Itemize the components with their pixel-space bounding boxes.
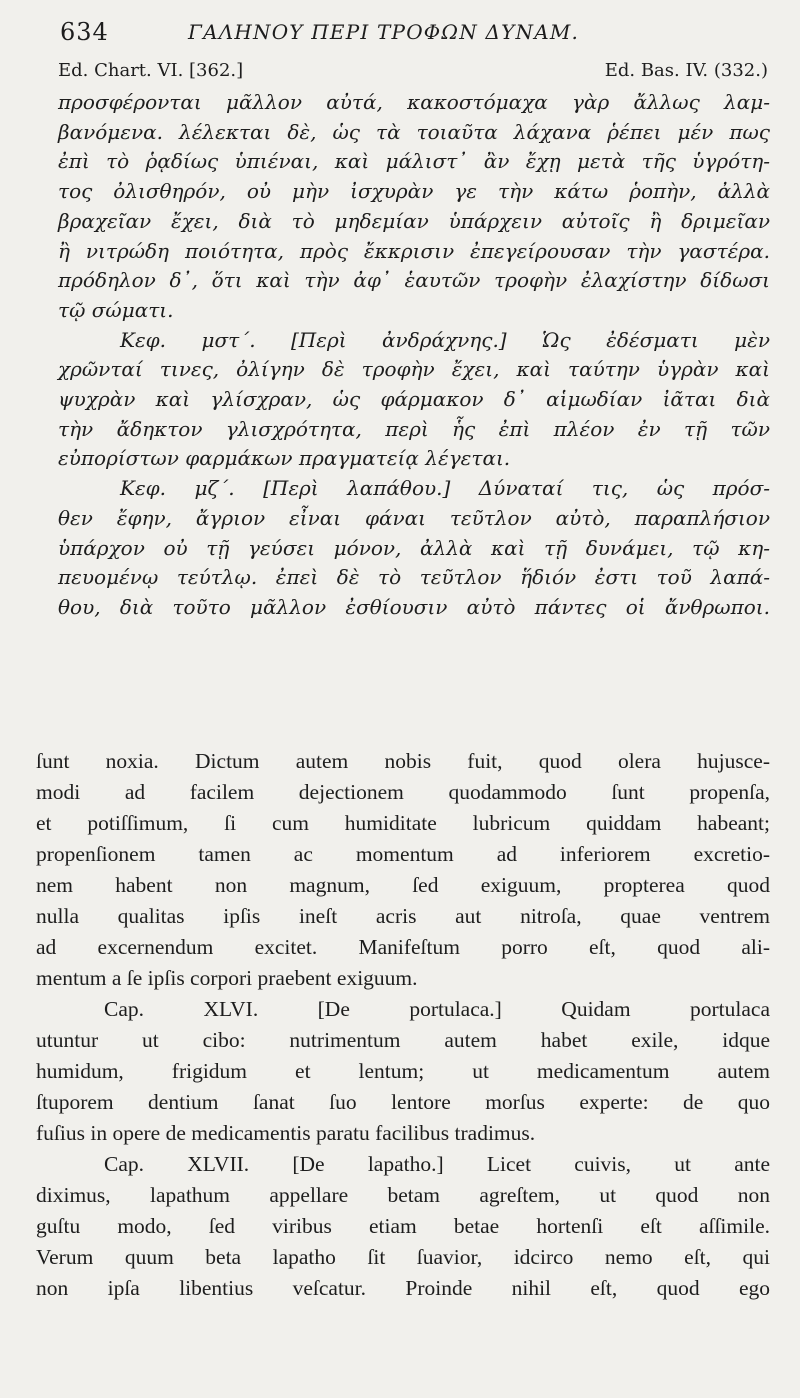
latin-line: nem habent non magnum, ſed exiguum, propterea quod (36, 873, 770, 897)
greek-chapter-47-heading: Κεφ. μζ΄. [Περὶ λαπάθου.] Δύναταί τις, ὡς πρόσ- (120, 476, 770, 501)
greek-text-block (58, 88, 770, 623)
greek-line: θεν ἔφην, ἄγριον εἶναι φάναι τεῦτλον αὐτὸ, παραπλήσιον (58, 505, 770, 530)
greek-line: πευομένῳ τεύτλῳ. ἐπεὶ δὲ τὸ τεῦτλον ἥδιόν ἐστι τοῦ λαπά- (58, 565, 770, 590)
latin-line: mentum a ſe ipſis corpori praebent exiguum. (36, 966, 418, 990)
greek-line: βραχεῖαν ἔχει, διὰ τὸ μηδεμίαν ὑπάρχειν αὐτοῖς ἢ δριμεῖαν (58, 208, 770, 233)
greek-line: χρῶνταί τινες, ὀλίγην δὲ τροφὴν ἔχει, καὶ ταύτην ὑγρὰν καὶ (58, 357, 770, 382)
greek-line: βανόμενα. λέλεκται δὲ, ὡς τὰ τοιαῦτα λάχανα ῥέπει μέν πως (58, 119, 770, 144)
latin-line: guſtu modo, ſed viribus etiam betae hortenſi eſt aſſimile. (36, 1214, 770, 1238)
greek-line: τὴν ἄδηκτον γλισχρότητα, περὶ ἧς ἐπὶ πλέον ἐν τῇ τῶν (58, 416, 770, 441)
latin-line: non ipſa libentius veſcatur. Proinde nihil eſt, quod ego (36, 1276, 770, 1300)
page-number: 634 (60, 18, 109, 46)
greek-line: τῷ σώματι. (58, 297, 174, 322)
running-title: ΓΑΛΗΝΟΥ ΠΕΡΙ ΤΡΟΦΩΝ ΔΥΝΑΜ. (188, 20, 580, 44)
latin-chapter-47-heading: Cap. XLVII. [De lapatho.] Licet cuivis, ut ante (104, 1152, 770, 1176)
latin-chapter-46-heading: Cap. XLVI. [De portulaca.] Quidam portulaca (104, 997, 770, 1021)
greek-line: ἐπὶ τὸ ῥᾳδίως ὑπιέναι, καὶ μάλιστ᾽ ἂν ἔχῃ μετὰ τῆς ὑγρότη- (58, 149, 770, 174)
greek-line: προσφέρονται μᾶλλον αὐτά, κακοστόμαχα γὰρ ἄλλως λαμ- (58, 90, 770, 114)
edition-reference-line (58, 60, 768, 88)
greek-line: θου, διὰ τοῦτο μᾶλλον ἐσθίουσιν αὐτὸ πάντες οἱ ἄνθρωποι. (58, 594, 770, 619)
latin-line: ſunt noxia. Dictum autem nobis fuit, quod olera hujusce- (36, 749, 770, 773)
greek-line: ἢ νιτρώδη ποιότητα, πρὸς ἔκκρισιν ἐπεγείρουσαν τὴν γαστέρα. (58, 238, 770, 263)
latin-line: et potiſſimum, ſi cum humiditate lubricum quiddam habeant; (36, 811, 770, 835)
greek-line: ψυχρὰν καὶ γλίσχραν, ὡς φάρμακον δ᾽ αἱμωδίαν ἰᾶται διὰ (58, 387, 770, 412)
latin-line: propenſionem tamen ac momentum ad inferiorem excretio- (36, 842, 770, 866)
latin-line: ad excernendum excitet. Manifeſtum porro eſt, quod ali- (36, 935, 770, 959)
greek-line: ὑπάρχον οὐ τῇ γεύσει μόνον, ἀλλὰ καὶ τῇ δυνάμει, τῷ κη- (58, 535, 770, 560)
edition-chartier-ref: Ed. Chart. VI. [362.] (58, 60, 244, 81)
latin-line: Verum quum beta lapatho ſit ſuavior, idcirco nemo eſt, qui (36, 1245, 770, 1269)
greek-line: τος ὀλισθηρόν, οὐ μὴν ἰσχυρὰν γε τὴν κάτω ῥοπὴν, ἀλλὰ (58, 179, 770, 204)
latin-line: modi ad facilem dejectionem quodammodo ſunt propenſa, (36, 780, 770, 804)
latin-line: ſtuporem dentium ſanat ſuo lentore morſus experte: de quo (36, 1090, 770, 1114)
edition-basel-ref: Ed. Bas. IV. (332.) (604, 60, 768, 81)
greek-chapter-46-heading: Κεφ. μστ΄. [Περὶ ἀνδράχνης.] Ὡς ἐδέσματι μὲν (120, 327, 770, 352)
latin-line: humidum, frigidum et lentum; ut medicamentum autem (36, 1059, 770, 1083)
running-head (60, 18, 760, 50)
latin-line: nulla qualitas ipſis ineſt acris aut nitroſa, quae ventrem (36, 904, 770, 928)
greek-line: εὐπορίστων φαρμάκων πραγματείᾳ λέγεται. (58, 446, 511, 471)
latin-line: fuſius in opere de medicamentis paratu facilibus tradimus. (36, 1121, 536, 1145)
latin-line: diximus, lapathum appellare betam agreſtem, ut quod non (36, 1183, 770, 1207)
latin-line: utuntur ut cibo: nutrimentum autem habet exile, idque (36, 1028, 770, 1052)
latin-text-block (36, 746, 770, 1304)
greek-line: πρόδηλον δ᾽, ὅτι καὶ τὴν ἀφ᾽ ἑαυτῶν τροφὴν ἐλαχίστην δίδωσι (58, 268, 770, 293)
